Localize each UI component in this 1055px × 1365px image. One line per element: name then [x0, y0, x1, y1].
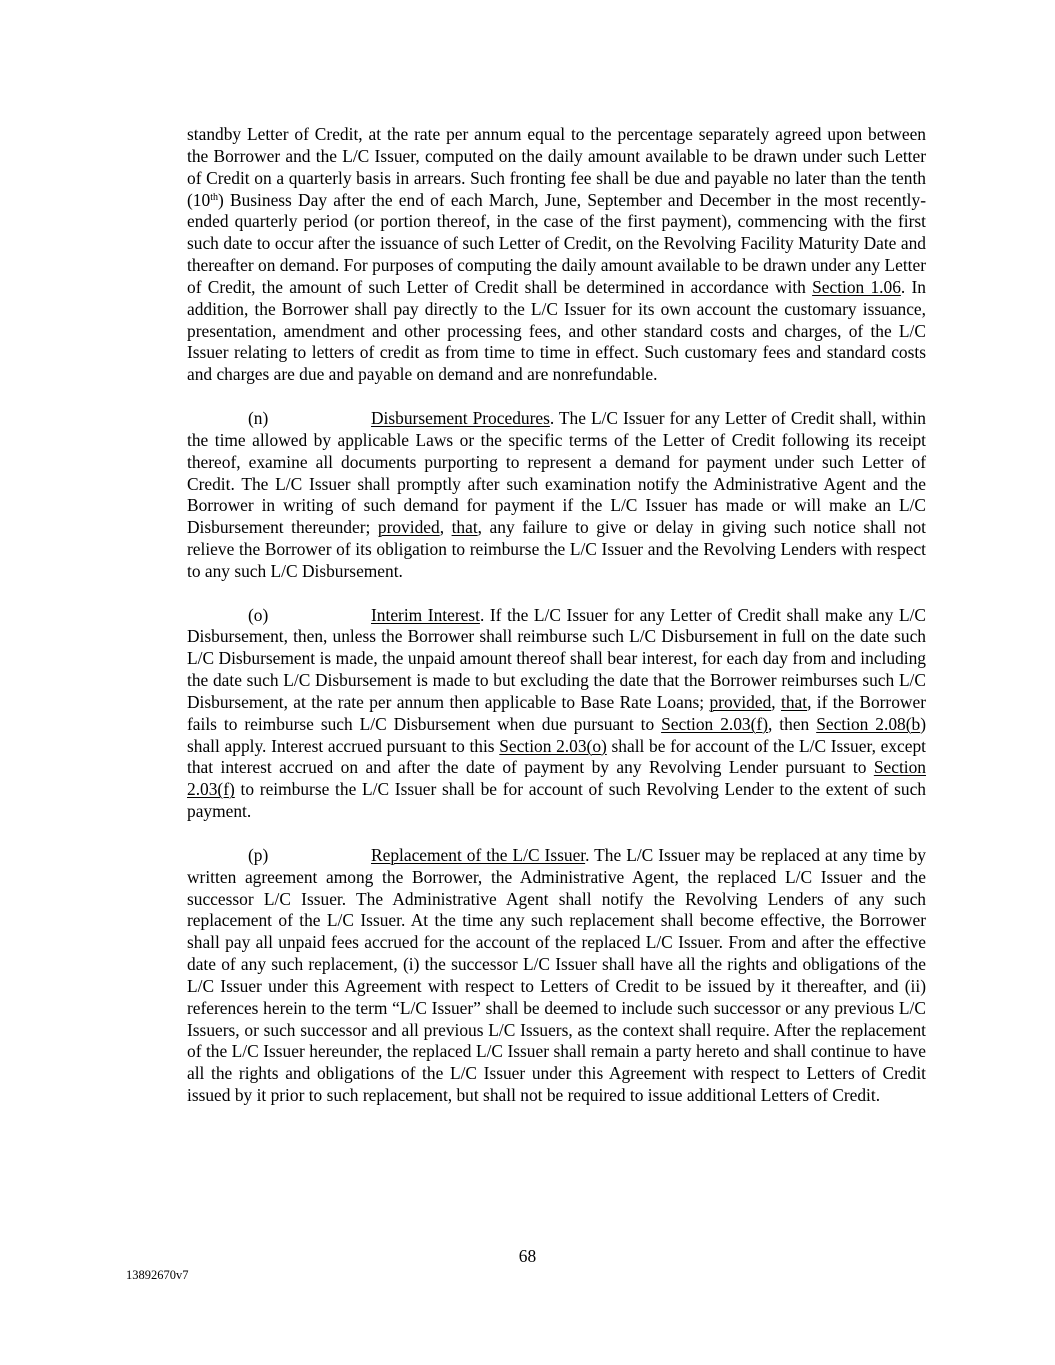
section-reference: Section 2.03(f) [661, 713, 769, 734]
defined-term-that: that [451, 517, 478, 538]
paragraph-p [187, 845, 926, 1107]
section-reference: Section 2.03(f) [187, 757, 926, 800]
section-reference: Section 1.06 [812, 276, 901, 297]
text-run: ) shall apply. Interest accrued pursuant to this [187, 713, 927, 756]
paragraph-heading: Disbursement Procedures [371, 407, 550, 428]
page-number: 68 [518, 1246, 537, 1266]
text-run: standby Letter of Credit, at the rate per annum equal to the percentage separately agreed upon between the Borrower and the L/C Issuer, computed on the daily amount available to be drawn under such Letter of Credit on a quarterly basis in arrears. Such fronting fee shall be due and payable no later than the tenth (10 [187, 124, 926, 210]
defined-term-that: that [781, 691, 808, 712]
text-run: , if the Borrower fails to reimburse such L/C Disbursement when due pursuant to [187, 691, 926, 734]
text-run: , [439, 517, 452, 538]
text-run: shall be for account of the L/C Issuer, except that interest accrued on and after the date of payment by any Revolving Lender pursuant to [187, 735, 926, 778]
text-run: , [771, 691, 781, 712]
paragraph-n [187, 408, 926, 583]
paragraph-heading: Interim Interest [371, 604, 480, 625]
defined-term-provided: provided [377, 517, 440, 538]
text-run: , then [768, 713, 817, 734]
section-reference: Section 2.03(o) [499, 735, 607, 756]
text-run: . In addition, the Borrower shall pay directly to the L/C Issuer for its own account the customary issuance, presentation, amendment and other processing fees, and other standard costs and charges, of the L/C Issuer relating to letters of credit as from time to time in effect. Such customary fees and standard costs and charges are due and payable on demand and are nonrefundable. [187, 276, 926, 385]
section-reference: Section 2.08(b [816, 713, 921, 734]
text-run: . The L/C Issuer for any Letter of Credit shall, within the time allowed by applicable Laws or the specific terms of the Letter of Credit following its receipt thereof, examine all documents purporting to represent a demand for payment under such Letter of Credit. The L/C Issuer shall promptly after such examination notify the Administrative Agent and the Borrower in writing of such demand for payment if the L/C Issuer has made or will make an L/C Disbursement thereunder; [187, 407, 926, 538]
superscript-ordinal: th [210, 191, 218, 203]
paragraph-m-continuation [187, 124, 926, 386]
text-run: ) Business Day after the end of each March, June, September and December in the most recently-ended quarterly period (or portion thereof, in the case of the first payment), commencing with the first such date to occur after the issuance of such Letter of Credit, on the Revolving Facility Maturity Date and thereafter on demand. For purposes of computing the daily amount available to be drawn under any Letter of Credit, the amount of such Letter of Credit shall be determined in accordance with [187, 189, 926, 297]
document-id: 13892670v7 [126, 1268, 189, 1282]
paragraph-label: (n) [248, 407, 269, 428]
paragraph-heading: Replacement of the L/C Issuer [371, 844, 586, 865]
document-body [187, 124, 926, 1129]
text-run: . If the L/C Issuer for any Letter of Credit shall make any L/C Disbursement, then, unless the Borrower shall reimburse such L/C Disbursement in full on the date such L/C Disbursement is made, the unpaid amount thereof shall bear interest, for each day from and including the date such L/C Disbursement is made to but excluding the date that the Borrower reimburses such L/C Disbursement, at the rate per annum then applicable to Base Rate Loans; [187, 604, 926, 712]
text-run: . The L/C Issuer may be replaced at any time by written agreement among the Borrower, the Administrative Agent, the replaced L/C Issuer and the successor L/C Issuer. The Administrative Agent shall notify the Revolving Lenders of any such replacement of the L/C Issuer. At the time any such replacement shall become effective, the Borrower shall pay all unpaid fees accrued for the account of the replaced L/C Issuer. From and after the effective date of any such replacement, (i) the successor L/C Issuer shall have all the rights and obligations of the L/C Issuer under this Agreement with respect to Letters of Credit to be issued by it thereafter, and (ii) references herein to the term “L/C Issuer” shall be deemed to include such successor or any previous L/C Issuers, or such successor and all previous L/C Issuers, as the context shall require. After the replacement of the L/C Issuer hereunder, the replaced L/C Issuer shall remain a party hereto and shall continue to have all the rights and obligations of the L/C Issuer under this Agreement with respect to Letters of Credit issued by it prior to such replacement, but shall not be required to issue additional Letters of Credit. [187, 844, 926, 1106]
defined-term-provided: provided [709, 691, 772, 712]
text-run: , any failure to give or delay in giving such notice shall not relieve the Borrower of its obligation to reimburse the L/C Issuer and the Revolving Lenders with respect to any such L/C Disbursement. [187, 517, 927, 581]
paragraph-o [187, 605, 926, 823]
text-run: to reimburse the L/C Issuer shall be for account of such Revolving Lender to the extent of such payment. [187, 779, 926, 822]
paragraph-label: (o) [248, 604, 269, 625]
paragraph-label: (p) [248, 844, 269, 865]
